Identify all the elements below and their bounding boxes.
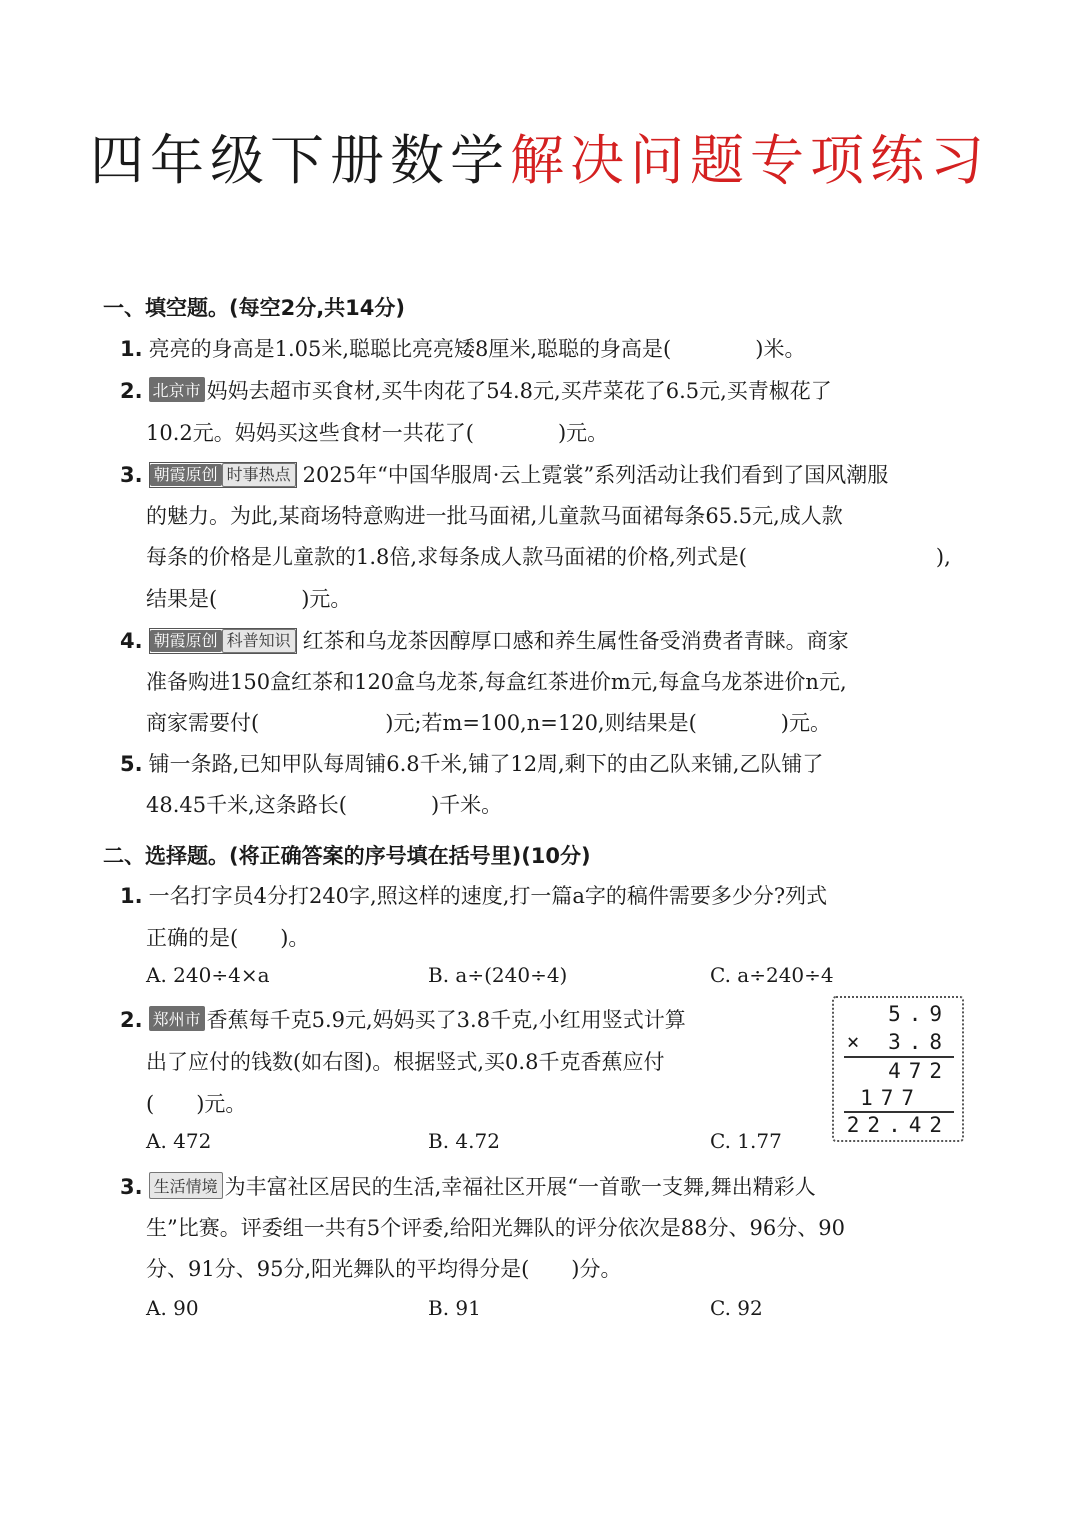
s2-q1-line2: 正确的是( )。 <box>146 926 310 950</box>
region-tag: 北京市 <box>149 377 205 402</box>
s1-q3: 3. 朝霞原创 时事热点 2025年“中国华服周·云上霓裳”系列活动让我们看到了国风潮服 <box>120 463 889 487</box>
s1-q5-line2: 48.45千米,这条路长( )千米。 <box>146 793 503 817</box>
calc-row-partial-2: 177 <box>860 1086 922 1110</box>
s1-q3-line2: 的魅力。为此,某商场特意购进一批马面裙,儿童款马面裙每条65.5元,成人款 <box>146 504 843 528</box>
calc-row-multiplier: × 3.8 <box>846 1030 950 1054</box>
s2-q3-option-a: A. 90 <box>146 1296 199 1320</box>
s1-q3-line4: 结果是( )元。 <box>146 587 352 611</box>
s2-q1-option-c: C. a÷240÷4 <box>710 963 834 987</box>
s2-q2: 2. 郑州市 香蕉每千克5.9元,妈妈买了3.8千克,小红用竖式计算 <box>120 1008 686 1032</box>
tag-group <box>149 628 297 654</box>
context-tag: 生活情境 <box>149 1172 223 1199</box>
title-red: 解决问题专项练习 <box>510 129 990 192</box>
s2-q1-option-b: B. a÷(240÷4) <box>428 963 568 987</box>
s2-q3-option-c: C. 92 <box>710 1296 763 1320</box>
calc-row-partial-1: 472 <box>888 1059 950 1083</box>
tag-group <box>149 462 297 488</box>
calc-row-product: 22.42 <box>846 1113 950 1137</box>
s1-q4-line3: 商家需要付( )元;若m=100,n=120,则结果是( )元。 <box>146 711 831 735</box>
topic-tag: 科普知识 <box>222 629 296 653</box>
s2-q2-option-a: A. 472 <box>146 1129 212 1153</box>
topic-tag: 时事热点 <box>222 463 296 487</box>
s2-q1-option-a: A. 240÷4×a <box>146 963 270 987</box>
original-tag: 朝霞原创 <box>150 464 222 486</box>
s1-q2-line2: 10.2元。妈妈买这些食材一共花了( )元。 <box>146 421 609 445</box>
calc-row-multiplicand: 5.9 <box>888 1002 950 1026</box>
vertical-multiplication-box <box>832 996 964 1142</box>
region-tag: 郑州市 <box>149 1006 205 1031</box>
s1-q4-line2: 准备购进150盒红茶和120盒乌龙茶,每盒红茶进价m元,每盒乌龙茶进价n元, <box>146 670 847 694</box>
s1-q5: 5. 铺一条路,已知甲队每周铺6.8千米,铺了12周,剩下的由乙队来铺,乙队铺了 <box>120 752 824 776</box>
s1-q3-line3: 每条的价格是儿童款的1.8倍,求每条成人款马面裙的价格,列式是( ), <box>146 545 951 569</box>
section1-heading: 一、填空题。(每空2分,共14分) <box>103 296 406 320</box>
s1-q4: 4. 朝霞原创 科普知识 红茶和乌龙茶因醇厚口感和养生属性备受消费者青睐。商家 <box>120 629 849 653</box>
s2-q2-option-c: C. 1.77 <box>710 1129 782 1153</box>
calc-rule <box>844 1056 954 1058</box>
s2-q2-line3: ( )元。 <box>146 1092 247 1116</box>
s2-q3-line3: 分、91分、95分,阳光舞队的平均得分是( )分。 <box>146 1257 622 1281</box>
s2-q3: 3. 生活情境 为丰富社区居民的生活,幸福社区开展“一首歌一支舞,舞出精彩人 <box>120 1171 816 1201</box>
s2-q2-option-b: B. 4.72 <box>428 1129 500 1153</box>
page-title <box>0 118 1080 195</box>
title-black: 四年级下册数学 <box>90 129 510 192</box>
s2-q1: 1. 一名打字员4分打240字,照这样的速度,打一篇a字的稿件需要多少分?列式 <box>120 884 828 908</box>
s2-q3-option-b: B. 91 <box>428 1296 481 1320</box>
s2-q3-line2: 生”比赛。评委组一共有5个评委,给阳光舞队的评分依次是88分、96分、90 <box>146 1216 845 1240</box>
s1-q2: 2. 北京市 妈妈去超市买食材,买牛肉花了54.8元,买芹菜花了6.5元,买青椒花了 <box>120 379 832 403</box>
s2-q2-line2: 出了应付的钱数(如右图)。根据竖式,买0.8千克香蕉应付 <box>146 1050 665 1074</box>
original-tag: 朝霞原创 <box>150 630 222 652</box>
s1-q1: 1. 亮亮的身高是1.05米,聪聪比亮亮矮8厘米,聪聪的身高是( )米。 <box>120 337 806 361</box>
section2-heading: 二、选择题。(将正确答案的序号填在括号里)(10分) <box>103 844 591 868</box>
